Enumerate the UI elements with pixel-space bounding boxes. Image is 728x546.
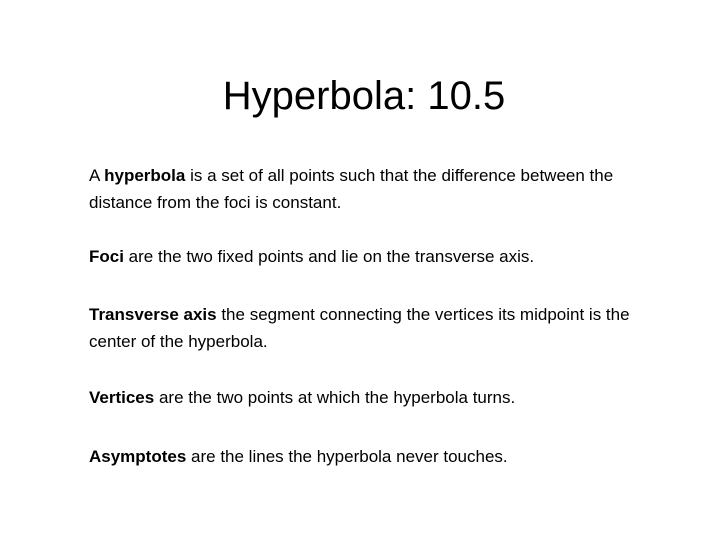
definition-text: is a set of all points such that the difference between the distance from the foci is constant. xyxy=(89,166,614,212)
paragraph-vertices-definition xyxy=(89,384,649,411)
term-vertices: Vertices xyxy=(89,388,155,407)
definition-text: the segment connecting the vertices its midpoint is the center of the hyperbola. xyxy=(89,305,630,351)
definition-text: are the two points at which the hyperbola turns. xyxy=(154,388,516,407)
paragraph-transverse-axis-definition xyxy=(89,301,649,355)
paragraph-hyperbola-definition xyxy=(89,162,649,216)
slide-title: Hyperbola: 10.5 xyxy=(222,74,506,118)
term-asymptotes: Asymptotes xyxy=(89,447,187,466)
paragraph-foci-definition xyxy=(89,243,649,270)
term-foci: Foci xyxy=(89,247,124,266)
definition-text: are the lines the hyperbola never touches. xyxy=(186,447,508,466)
definition-text: are the two fixed points and lie on the transverse axis. xyxy=(123,247,535,266)
paragraph-asymptotes-definition xyxy=(89,443,649,470)
term-hyperbola: hyperbola xyxy=(104,166,186,185)
paragraph-prefix: A xyxy=(89,166,105,185)
term-transverse-axis: Transverse axis xyxy=(89,305,217,324)
